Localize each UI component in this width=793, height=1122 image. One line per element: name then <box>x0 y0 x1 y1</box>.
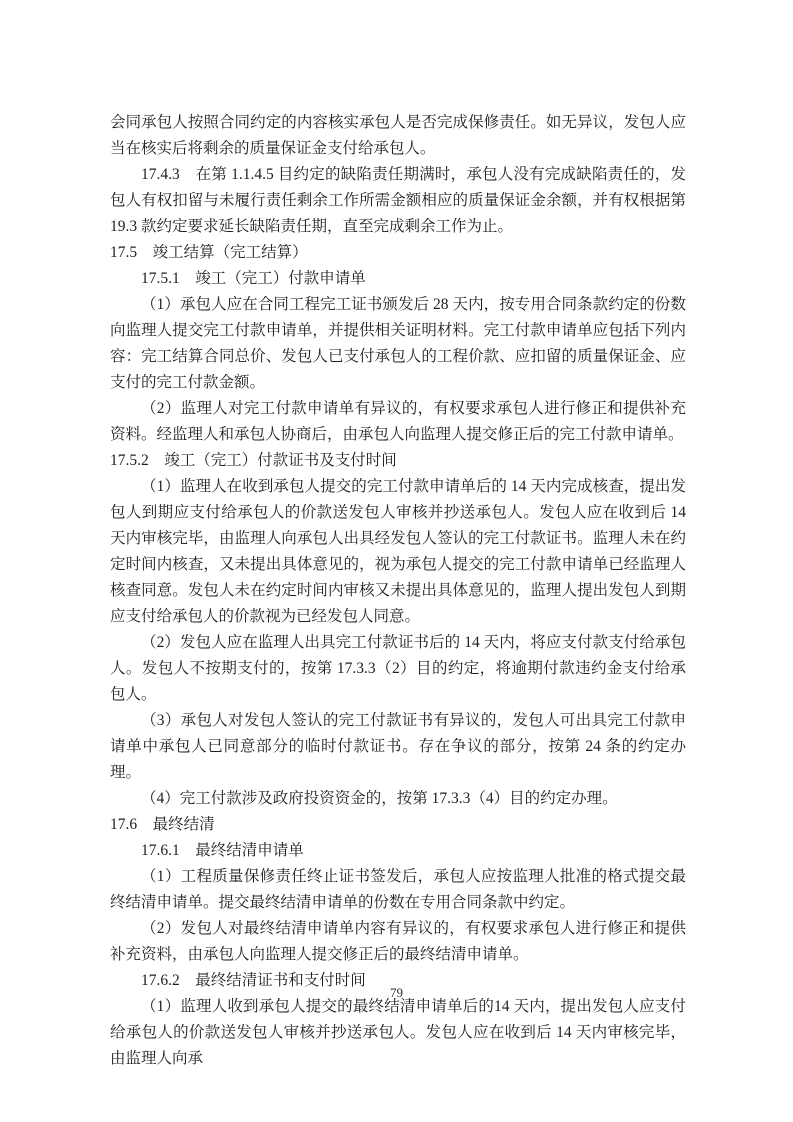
heading-17-6: 17.6 最终结清 <box>110 816 215 833</box>
clause-17-5-2-item-4: （4）完工付款涉及政府投资资金的，按第 17.3.3（4）目的约定办理。 <box>141 790 618 807</box>
clause-17-5-2-item-1: （1）监理人在收到承包人提交的完工付款申请单后的 14 天内完成核查，提出发包人到期应支付给承包人的价款送发包人审核并抄送承包人。发包人应在收到后 14 天内审核完毕，由监理人向承包人出具经发包人签认的完工付款证书。监理人未在约定时间内核查，又未提出具体意见的，视为承包人提交的完工付款申请单已经监理人核查同意。发包人未在约定时间内审核又未提出具体意见的，监理人提出发包人到期应支付给承包人的价款视为已经发包人同意。 <box>110 478 686 625</box>
clause-17-5-1-item-1: （1）承包人应在合同工程完工证书颁发后 28 天内，按专用合同条款约定的份数向监理人提交完工付款申请单，并提供相关证明材料。完工付款申请单应包括下列内容：完工结算合同总价、发包人已支付承包人的工程价款、应扣留的质量保证金、应支付的完工付款金额。 <box>110 296 686 391</box>
clause-17-6-1-item-1: （1）工程质量保修责任终止证书签发后，承包人应按监理人批准的格式提交最终结清申请单。提交最终结清申请单的份数在专用合同条款中约定。 <box>110 868 686 911</box>
clause-17-6-1-item-2: （2）发包人对最终结清申请单内容有异议的，有权要求承包人进行修正和提供补充资料，由承包人向监理人提交修正后的最终结清申请单。 <box>110 920 686 963</box>
clause-17-4-3: 17.4.3 在第 1.1.4.5 目约定的缺陷责任期满时，承包人没有完成缺陷责任的，发包人有权扣留与未履行责任剩余工作所需金额相应的质量保证金余额，并有权根据第 19.3 款约定要求延长缺陷责任期，直至完成剩余工作为止。 <box>110 166 686 235</box>
heading-17-6-1: 17.6.1 最终结清申请单 <box>141 842 304 859</box>
clause-17-5-1-item-2: （2）监理人对完工付款申请单有异议的，有权要求承包人进行修正和提供补充资料。经监理人和承包人协商后，由承包人向监理人提交修正后的完工付款申请单。 <box>110 400 686 443</box>
heading-17-5: 17.5 竣工结算（完工结算） <box>110 244 308 261</box>
clause-17-5-2-item-3: （3）承包人对发包人签认的完工付款证书有异议的，发包人可出具完工付款申请单中承包人已同意部分的临时付款证书。存在争议的部分，按第 24 条的约定办理。 <box>110 712 686 781</box>
clause-17-5-2-item-2: （2）发包人应在监理人出具完工付款证书后的 14 天内，将应支付款支付给承包人。发包人不按期支付的，按第 17.3.3（2）目的约定，将逾期付款违约金支付给承包人。 <box>110 634 686 703</box>
heading-17-5-1: 17.5.1 竣工（完工）付款申请单 <box>141 270 366 287</box>
paragraph-warranty-continuation: 会同承包人按照合同约定的内容核实承包人是否完成保修责任。如无异议，发包人应当在核实后将剩余的质量保证金支付给承包人。 <box>110 114 686 157</box>
clause-17-6-2-item-1: （1）监理人收到承包人提交的最终结清申请单后的14 天内，提出发包人应支付给承包人的价款送发包人审核并抄送承包人。发包人应在收到后 14 天内审核完毕，由监理人向承 <box>110 998 686 1067</box>
page-number: 79 <box>390 985 403 1000</box>
heading-17-6-2: 17.6.2 最终结清证书和支付时间 <box>141 972 366 989</box>
heading-17-5-2: 17.5.2 竣工（完工）付款证书及支付时间 <box>110 452 397 469</box>
